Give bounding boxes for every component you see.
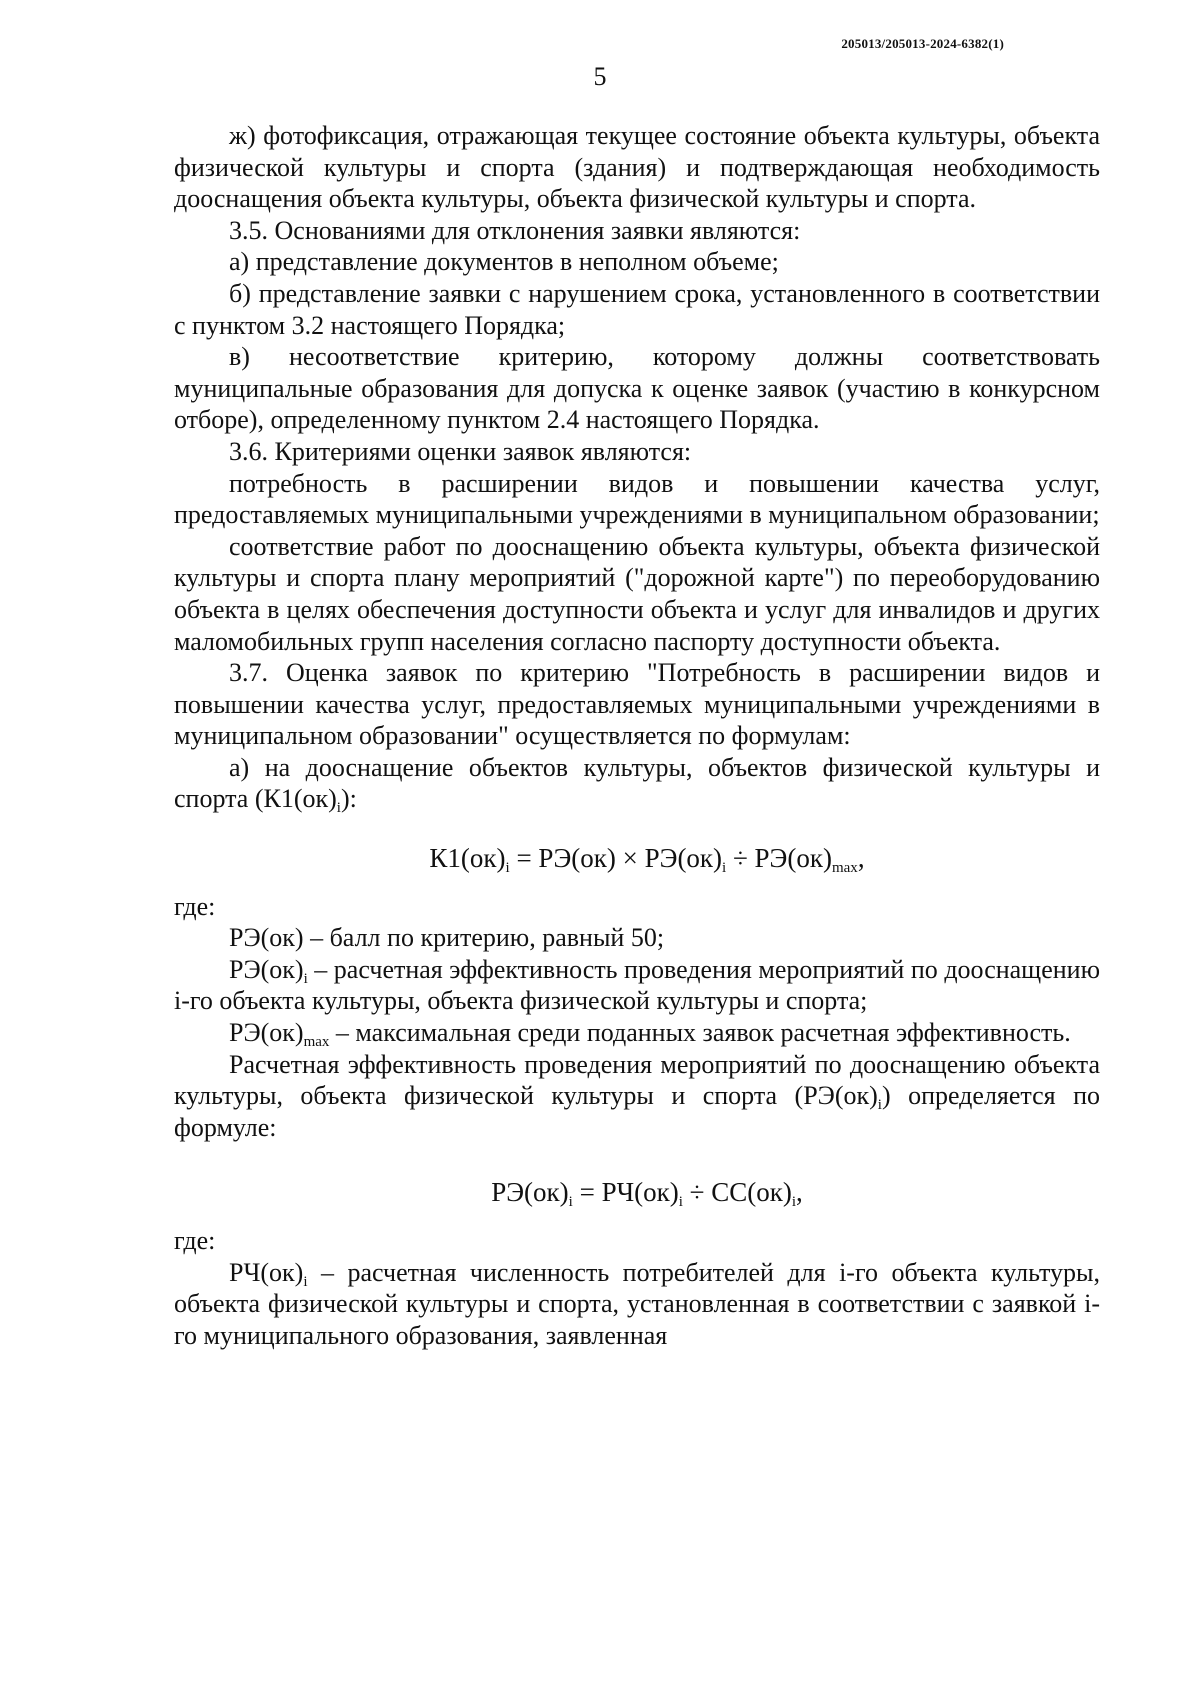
document-number: 205013/205013-2024-6382(1) <box>841 36 1004 51</box>
formula-re-sub2: i <box>678 1194 683 1211</box>
formula-k1-product: = РЭ(ок) × РЭ(ок) <box>509 843 723 874</box>
definition-text: – расчетная эффективность проведения мероприятий по дооснащению i-го объекта культуры, объекта физической культуры и спорта; <box>174 954 1100 1016</box>
definition-term: РЧ(ок) <box>229 1257 304 1287</box>
where-label-1: где: <box>174 891 216 921</box>
formula-re-lhs-sub: i <box>568 1194 573 1211</box>
formula-k1-lhs-sub: i <box>505 859 510 876</box>
formula-k1-sub3: max <box>831 859 858 876</box>
definition-term: РЭ(ок) <box>229 923 304 953</box>
formula-k1-sub2: i <box>722 859 727 876</box>
definition-term: РЭ(ок) <box>229 954 304 984</box>
definition-text: – расчетная численность потребителей для i-го объекта культуры, объекта физической культуры и спорта, установленная в соответствии с заявкой i-го муниципального образования, заявленная <box>174 1257 1100 1350</box>
paragraph-3-5-b: б) представление заявки с нарушением срока, установленного в соответствии с пунктом 3.2 настоящего Порядка; <box>174 278 1100 340</box>
formula-re-sub3: i <box>791 1194 797 1211</box>
item-a-text: а) на дооснащение объектов культуры, объектов физической культуры и спорта (К1(ок) <box>174 752 1100 814</box>
definition-re-ok <box>174 922 1100 954</box>
page-number: 5 <box>593 62 607 91</box>
definition-re-ok-i <box>174 954 1100 1017</box>
formula-re <box>174 1177 1100 1209</box>
definition-term-sub: i <box>303 1273 308 1290</box>
item-a-tail: ): <box>340 784 357 814</box>
paragraph-3-7: 3.7. Оценка заявок по критерию "Потребность в расширении видов и повышении качества услуг, предоставляемых муниципальными учреждениями в муниципальном образовании" осуществляется по формулам: <box>174 658 1100 751</box>
formula-re-divisor: ÷ СС(ок) <box>682 1177 792 1208</box>
formula-k1 <box>174 843 1100 875</box>
calc-efficiency-paragraph <box>174 1049 1100 1144</box>
formula-re-end: , <box>796 1177 803 1208</box>
definition-term-sub: max <box>303 1033 330 1050</box>
where-label-2: где: <box>174 1226 216 1255</box>
calc-sub: i <box>877 1097 882 1114</box>
definition-text: – балл по критерию, равный 50; <box>303 923 665 953</box>
formula-k1-lhs: К1(ок) <box>429 843 506 874</box>
definition-rch-ok-i <box>174 1257 1100 1352</box>
calc-tail: ) определяется по формуле: <box>174 1081 1100 1142</box>
formula-re-numerator: = РЧ(ок) <box>572 1177 679 1208</box>
definition-text: – максимальная среди поданных заявок расчетная эффективность. <box>329 1018 1071 1048</box>
definition-term: РЭ(ок) <box>229 1018 304 1048</box>
definition-term-sub: i <box>303 970 308 987</box>
paragraph-3-5-v: в) несоответствие критерию, которому должны соответствовать муниципальные образования для допуска к оценке заявок (участию в конкурсном отборе), определенному пунктом 2.4 настоящего Порядка. <box>174 342 1100 435</box>
criterion-2: соответствие работ по дооснащению объекта культуры, объекта физической культуры и спорта плану мероприятий ("дорожной карте") по переоборудованию объекта в целях обеспечения доступности объекта и услуг для инвалидов и других маломобильных групп населения согласно паспорту доступности объекта. <box>174 531 1100 656</box>
paragraph-3-5-a: а) представление документов в неполном объеме; <box>229 247 779 277</box>
formula-k1-end: , <box>857 843 865 874</box>
paragraph-3-6: 3.6. Критериями оценки заявок являются: <box>229 436 692 466</box>
formula-re-lhs: РЭ(ок) <box>491 1177 569 1208</box>
criterion-1: потребность в расширении видов и повышении качества услуг, предоставляемых муниципальными учреждениями в муниципальном образовании; <box>174 468 1100 530</box>
paragraph-item-zh: ж) фотофиксация, отражающая текущее состояние объекта культуры, объекта физической культуры и спорта (здания) и подтверждающая необходимость дооснащения объекта культуры, объекта физической культуры и спорта. <box>174 121 1100 214</box>
formula-k1-divisor: ÷ РЭ(ок) <box>726 843 832 874</box>
definition-re-ok-max <box>174 1017 1100 1049</box>
item-a-subscript: i <box>336 800 341 817</box>
paragraph-3-7-a <box>174 752 1100 815</box>
calc-text: Расчетная эффективность проведения мероприятий по дооснащению объекта культуры, объекта физической культуры и спорта (РЭ(ок) <box>174 1049 1100 1111</box>
document-body <box>174 120 1100 1351</box>
paragraph-3-5: 3.5. Основаниями для отклонения заявки являются: <box>229 215 801 245</box>
